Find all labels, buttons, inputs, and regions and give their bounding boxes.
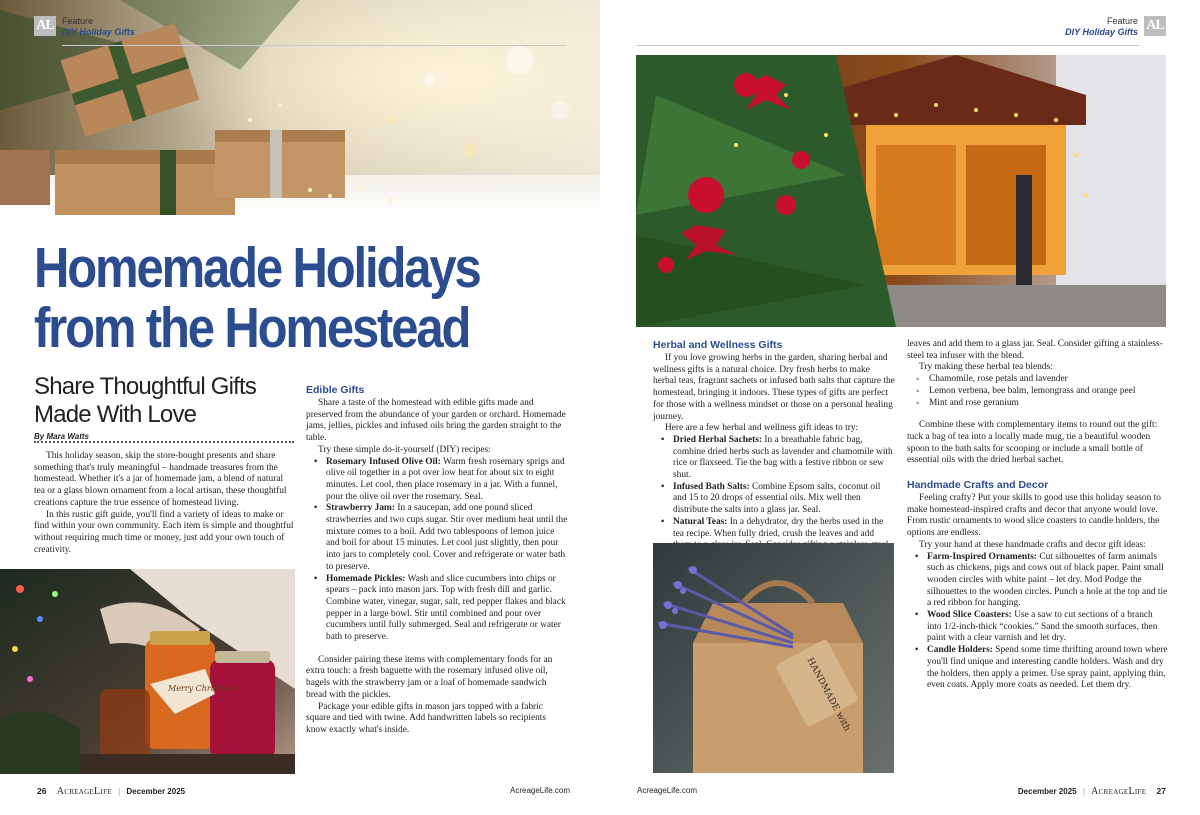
crafts-intro: Feeling crafty? Put your skills to good use this holiday season to make homestead-inspired crafts and decor that anyone would love. From rustic ornaments to wood slice coasters to candle holders, the options are endless. [907,493,1161,539]
craft-text: Spend some time thrifting around town where you'll find unique and interesting candle holders. Wash and dry the holders, then apply a primer. Use spray paint, applying thin, even coats. Apply more coats as needed. Let them dry. [927,645,1168,691]
section-tag [62,16,135,38]
list-item [306,457,568,504]
article-title [34,238,516,358]
recipe-title: Rosemary Infused Olive Oil: [326,456,441,467]
list-item [907,645,1169,692]
edible-try: Try these simple do-it-yourself (DIY) recipes: [318,444,491,455]
herbal-try: Here are a few herbal and wellness gift ideas to try: [665,423,859,434]
title-line-2: from the Homestead [34,296,470,360]
subtitle-line-1: Share Thoughtful Gifts [34,373,257,400]
crafts-heading: Handmade Crafts and Decor [907,479,1049,492]
edible-gifts-column [306,384,568,737]
list-item: ◦ Mint and rose geranium [907,398,1169,410]
herbal-item-title: Dried Herbal Sachets: [673,434,763,445]
section-label: Feature [1106,16,1138,26]
acreagelife-logo: AL [34,16,56,36]
christmas-market-photo [636,55,1166,327]
footer-brand: AcreageLife [1091,786,1147,797]
footer-date: December 2025 [126,787,186,796]
left-footer [37,786,185,797]
list-item [653,482,895,517]
right-footer [1018,786,1166,797]
subsection-label: DIY Holiday Gifts [1065,27,1138,37]
pairing-paragraph: Consider pairing these items with complementary foods for an extra touch: a fresh baguette with the rosemary infused olive oil, bagels with the strawberry jam or a loaf of homemade sandwich bread with the pickles. [306,654,553,700]
footer-date: December 2025 [1017,787,1077,796]
tea-blends-list [907,374,1169,409]
craft-title: Wood Slice Coasters: [927,610,1012,621]
blends-intro: Try making these herbal tea blends: [919,362,1053,373]
herbal-intro: If you love growing herbs in the garden, sharing herbal and wellness gifts is a natural choice. Dry fresh herbs to make herbal teas, fragrant sachets or infused bath salts that capture the homestead, bringing it indoors. These types of gifts are perfect for those with a wellness mindset or those on a personal healing journey. [653,353,895,422]
section-label: Feature [62,16,94,26]
acreagelife-logo: AL [1144,16,1166,36]
list-item [907,552,1169,611]
herbal-item-text: In a breathable fabric bag, combine dried herbs such as lavender and chamomile with rice or flaxseed. Tie the bag with a festive ribbon or sew shut. [673,434,893,481]
recipe-list [306,457,568,644]
herbal-item-text: In a dehydrator, dry the herbs used in the tea recipe. When fully dried, crush the leaves and add [673,516,884,539]
craft-text: Use a saw to cut sections of a branch into 1/2-inch-thick “cookies.” Sand the smooth surfaces, then paint with a clear varnish and let dry. [927,610,1158,644]
crafts-try: Try your hand at these handmade crafts and decor gift ideas: [919,539,1146,550]
jar-label-text: Merry Christmas [168,684,238,693]
list-item: ◦ Chamomile, rose petals and lavender [907,374,1169,386]
herbal-gifts-heading: Herbal and Wellness Gifts [653,339,783,351]
footer-separator: | [1082,787,1085,796]
header-rule [636,45,1140,46]
craft-text: Cut silhouettes of farm animals such as chickens, pigs and cows out of black paper. Paint small wooden circles with white paint – let dry. Mod Podge the silhouettes to the wooden circles. Punch a hole at the top and tie a red ribbon for hanging. [927,551,1168,609]
natural-teas-continued [907,339,1169,362]
recipe-text: In a saucepan, add one pound sliced strawberries and two cups sugar. Stir over medium heat until the mixture comes to a boil. Add two tablespoons of lemon juice and boil for about 15 minutes. Let cool just slightly, then pour into jars to completely cool. Cover and refrigerate or water bath to preserve. [326,503,568,572]
recipe-text: Warm fresh rosemary sprigs and olive oil together in a pot over low heat for about six to eight minutes. Let cool, then place rosemary in a jar. With a funnel, pour the olive oil over the rosemary. Seal. [326,456,565,502]
page-number: 26 [37,786,47,796]
combine-paragraph: Combine these with complementary items to round out the gift: tuck a bag of tea into a locally made mug, tie a beautiful wooden spoon to the bath salts for scooping or include a small bottle of essential oils with the dried herbal sachet. [907,420,1158,466]
byline: By Mara Watts [34,432,89,441]
list-item [653,435,895,482]
lavender-gift-bag-photo [653,543,894,773]
footer-separator: | [118,787,121,796]
natural-teas-continued-text: leaves and add them to a glass jar. Seal. Consider gifting a stainless-steel tea infuser with the blend. [907,339,1163,361]
package-paragraph: Package your edible gifts in mason jars topped with a fabric square and tied with twine. Add handwritten labels so recipients know exactly what's inside. [306,701,547,735]
list-item: ◦ Lemon verbena, bee balm, lemongrass and orange peel [907,386,1169,398]
right-footer-url[interactable]: AcreageLife.com [637,786,698,795]
article-subtitle [34,373,304,429]
list-item [907,610,1169,645]
subsection-label: DIY Holiday Gifts [62,27,135,37]
tag-label-text: HANDMADE with [804,656,852,734]
herbal-gifts-column [653,339,895,541]
section-tag [1065,16,1138,38]
herbal-list [653,435,895,541]
footer-brand: AcreageLife [56,786,112,797]
crafts-list [907,552,1169,692]
intro-paragraph: In this rustic gift guide, you'll find a variety of ideas to make or find within your own community. Each item is simple and thoughtful without requiring much time or money, just add your own touch of creativity. [34,509,294,555]
recipe-title: Homemade Pickles: [326,573,406,584]
edible-intro: Share a taste of the homestead with edible gifts made and preserved from the abundance of your garden or orchard. Homemade jams, jellies, pickles and infused oils bring the garden straight to the table. [306,398,566,444]
jars-photo [0,569,295,774]
edible-gifts-heading: Edible Gifts [306,384,365,396]
dotted-divider [34,441,294,443]
craft-title: Farm-Inspired Ornaments: [927,551,1037,562]
craft-title: Candle Holders: [927,645,993,656]
herbal-item-text: Combine Epsom salts, coconut oil and 15 to 20 drops of essential oils. Mix well then distribute the salts into a glass jar. Seal. [673,481,881,516]
right-page [600,0,1200,815]
list-item [306,503,568,573]
list-item [306,574,568,644]
title-line-1: Homemade Holidays [34,236,480,300]
intro-paragraph: This holiday season, skip the store-bought presents and share something that's truly meaningful – handmade treasures from the homestead. Whether it's a jar of homemade jam, a blend of natural tea or a glass blown ornament from a local artisan, these thoughtful creations capture the true essence of homestead living. [34,451,287,508]
herbal-item-title: Natural Teas: [673,516,728,527]
recipe-text: Wash and slice cucumbers into chips or spears – pack into mason jars. Top with fresh dill and garlic. Combine water, vinegar, sugar, salt, red pepper flakes and black pepper in a large bowl. Stir until combined and pour over cucumbers until fully submerged. Seal and refrigerate or water bath to preserve. [326,573,566,643]
header-rule [62,45,566,46]
list-item [653,517,895,541]
herbal-item-title: Infused Bath Salts: [673,481,750,492]
right-column [907,339,1169,692]
left-footer-url[interactable]: AcreageLife.com [510,786,571,795]
subtitle-line-2: Made With Love [34,401,197,428]
recipe-title: Strawberry Jam: [326,503,395,514]
intro-column [34,451,296,556]
page-number: 27 [1156,786,1166,796]
